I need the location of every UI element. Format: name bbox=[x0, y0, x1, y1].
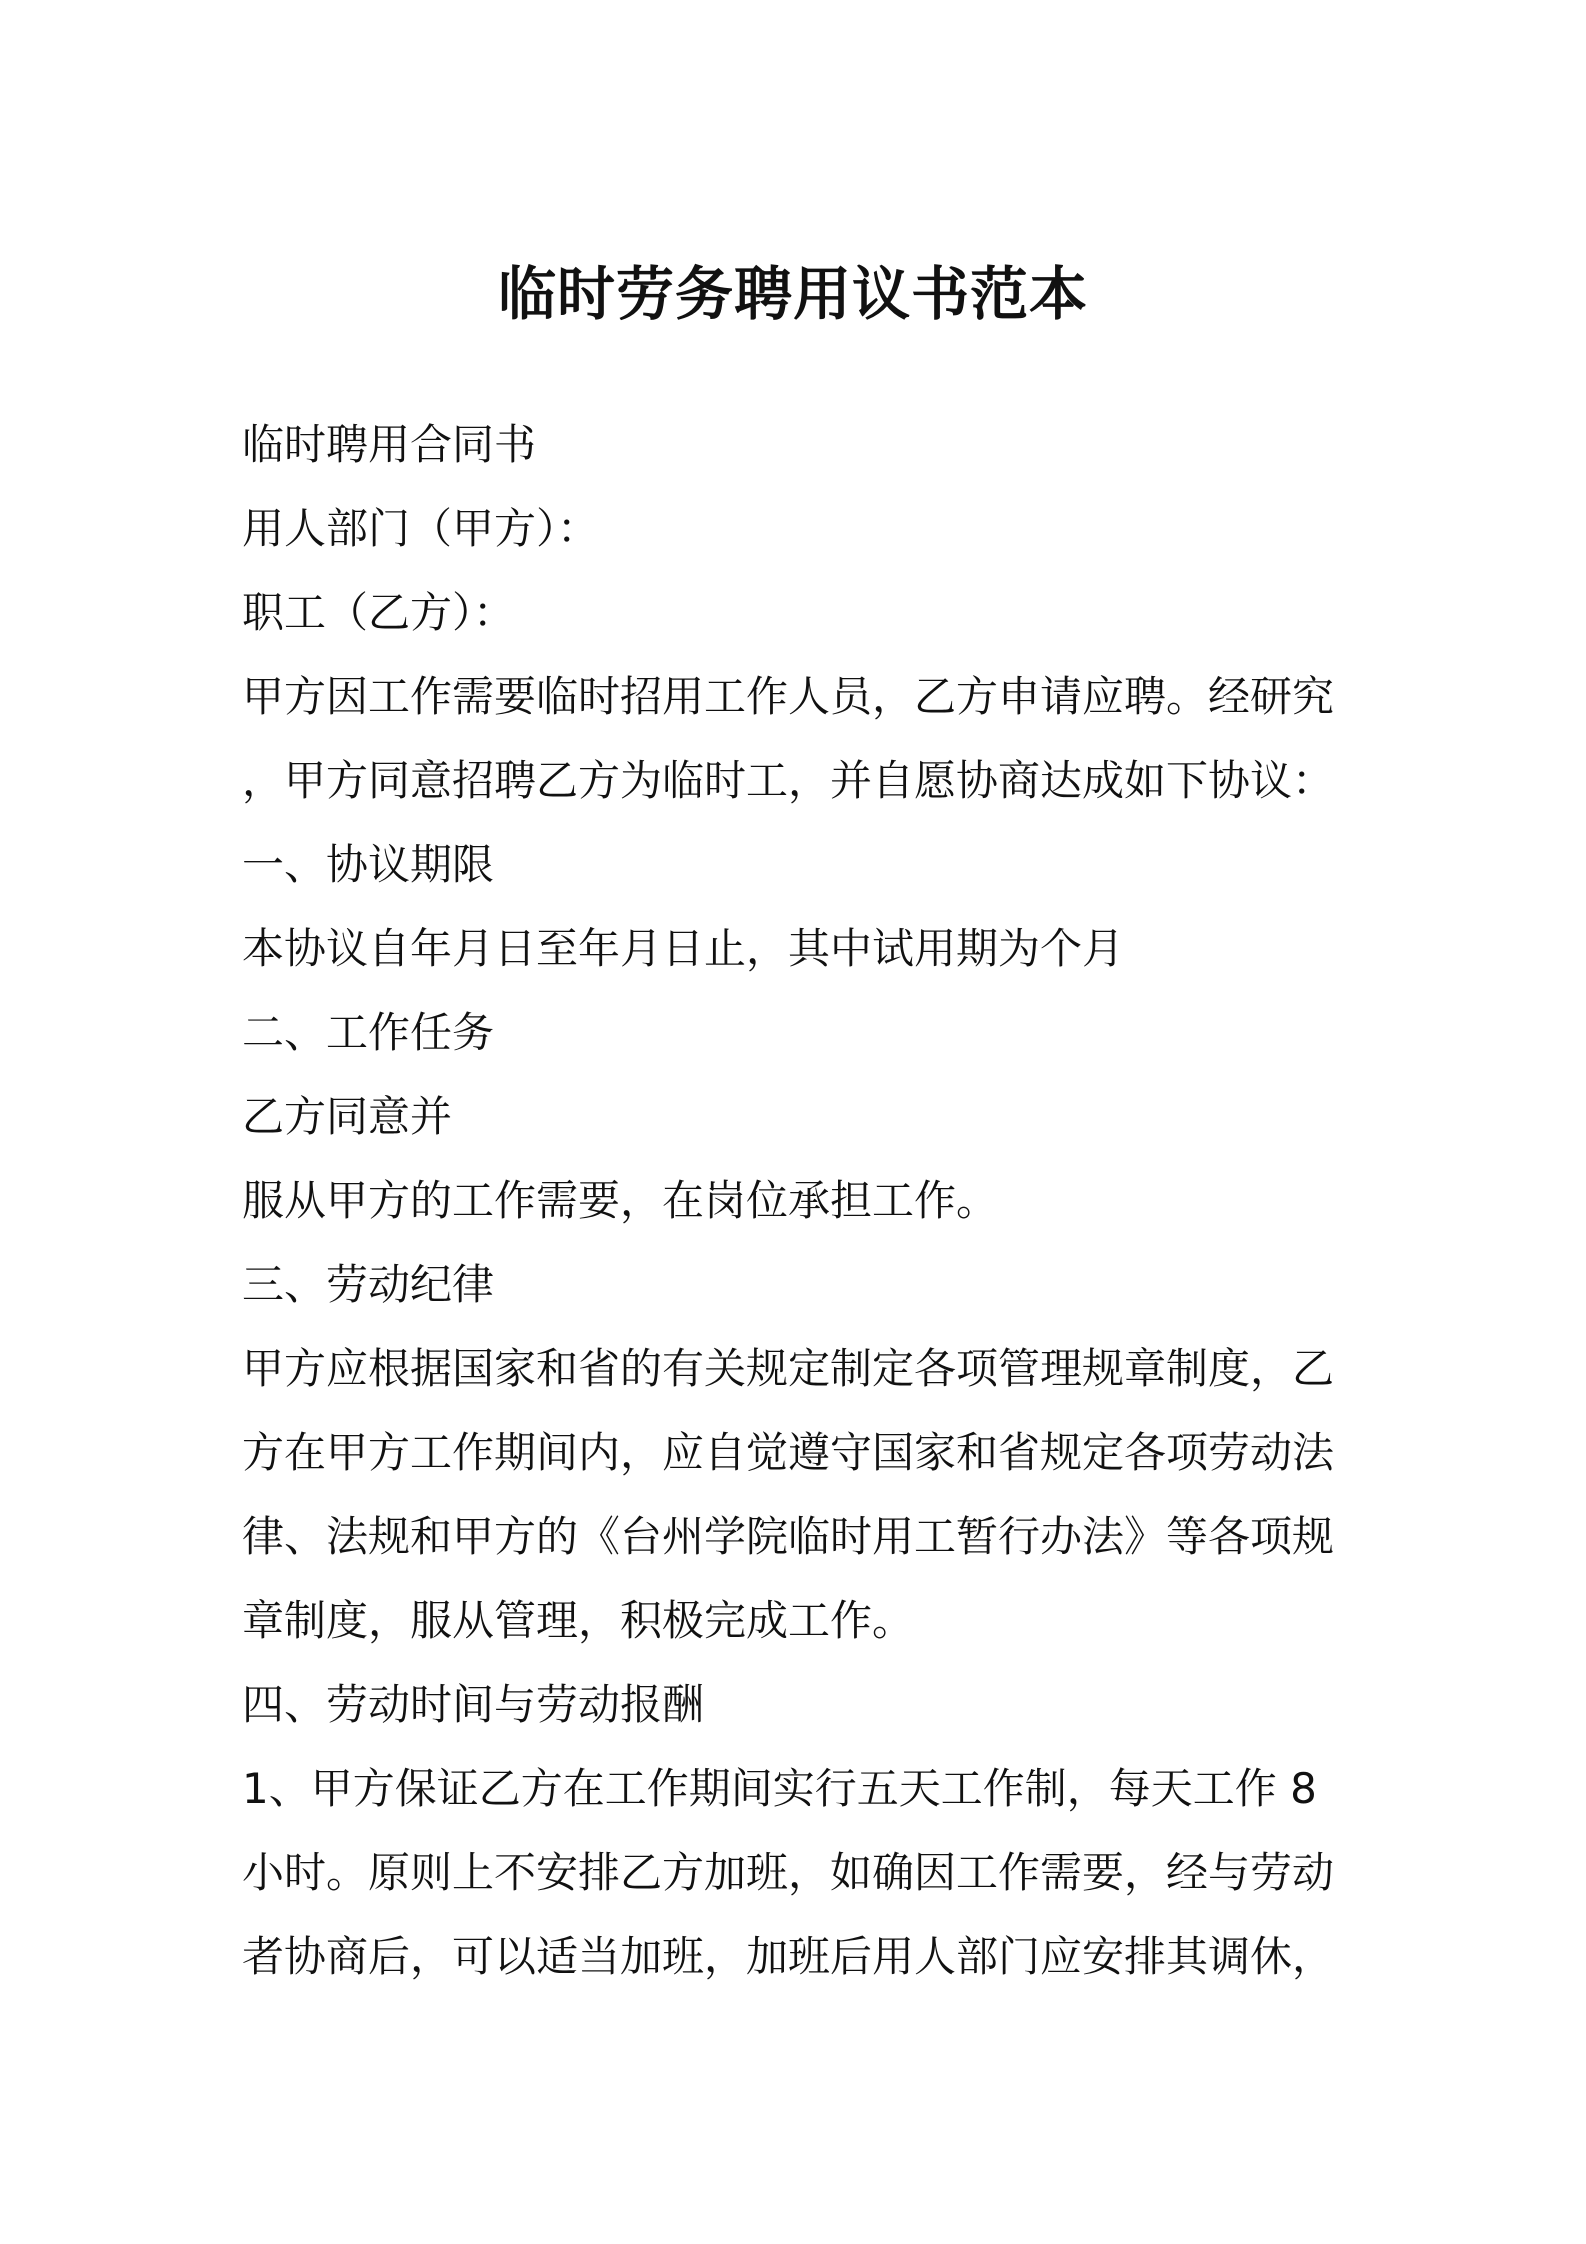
section-heading: 二、工作任务 bbox=[242, 1008, 495, 1057]
document-line: 章制度，服从管理，积极完成工作。 bbox=[242, 1596, 915, 1645]
document-line: 临时聘用合同书 bbox=[242, 420, 537, 469]
document-line: 本协议自年月日至年月日止，其中试用期为个月 bbox=[242, 924, 1125, 973]
document-line: 甲方因工作需要临时招用工作人员，乙方申请应聘。经研究 bbox=[242, 672, 1335, 721]
document-line: 小时。原则上不安排乙方加班，如确因工作需要，经与劳动 bbox=[242, 1848, 1335, 1897]
document-line: 律、法规和甲方的《台州学院临时用工暂行办法》等各项规 bbox=[242, 1512, 1335, 1561]
document-title: 临时劳务聘用议书范本 bbox=[497, 260, 1088, 328]
document-body bbox=[242, 403, 1362, 1999]
document-line: 乙方同意并 bbox=[242, 1092, 453, 1141]
section-heading: 一、协议期限 bbox=[242, 840, 495, 889]
document-line: 1、甲方保证乙方在工作期间实行五天工作制，每天工作 8 bbox=[242, 1764, 1317, 1813]
document-line: 者协商后，可以适当加班，加班后用人部门应安排其调休， bbox=[242, 1932, 1335, 1981]
document-line: ，甲方同意招聘乙方为临时工，并自愿协商达成如下协议： bbox=[242, 756, 1335, 805]
document-line: 职工（乙方）： bbox=[242, 588, 516, 637]
document-line: 方在甲方工作期间内，应自觉遵守国家和省规定各项劳动法 bbox=[242, 1428, 1335, 1477]
document-line: 服从甲方的工作需要，在岗位承担工作。 bbox=[242, 1176, 999, 1225]
document-line: 甲方应根据国家和省的有关规定制定各项管理规章制度，乙 bbox=[242, 1344, 1335, 1393]
section-heading: 三、劳动纪律 bbox=[242, 1260, 495, 1309]
document-line: 用人部门（甲方）： bbox=[242, 504, 600, 553]
section-heading: 四、劳动时间与劳动报酬 bbox=[242, 1680, 705, 1729]
